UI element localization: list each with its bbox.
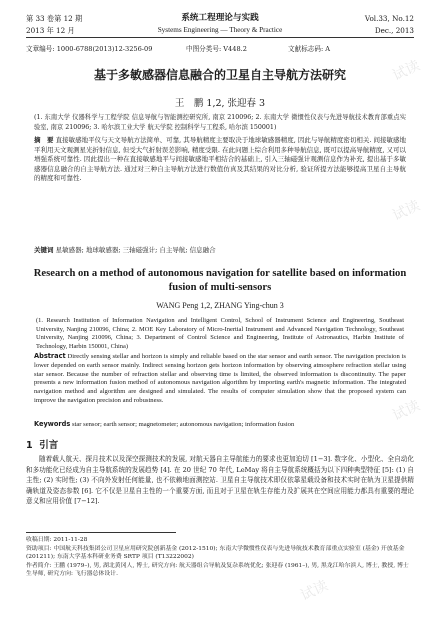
section-heading [26,437,58,451]
footnote-bio: 作者简介: 王鹏 (1979–), 男, 湖北黄冈人, 博士, 研究方向: 航天器组合导航及复杂系统优化; 张迎春 (1961–), 男, 黑龙江哈尔滨人, 博士, 教授, 博士生导师, 研究方向: 飞行器总体设计. [26,562,409,578]
affiliation-cn: (1. 东南大学 仪器科学与工程学院 信息导航与智能测控研究所, 南京 210096; 2. 东南大学 微惯性仪表与先进导航技术教育部重点实验室, 南京 210096; 3. 哈尔滨工业大学 航天学院 控制科学与工程系, 哈尔滨 150001) [34,114,406,131]
watermark: 试读 [298,577,331,605]
keywords-cn-text: 星敏感器; 地球敏感器; 三轴磁强计; 自主导航; 信息融合 [55,246,216,254]
footnotes [26,536,414,579]
keywords-en-text: star sensor; earth sensor; magnetometer; autonomous navigation; information fusion [71,421,295,428]
introduction-paragraph: 随着载人航天、探月技术以及深空探测技术的发展, 对航天器自主导航能力的要求也更加迫切 [1−3]. 数字化、小型化、全自动化和多功能化已经成为自主导航系统的发展趋势 [4]. 在 20 世纪 70 年代, LeMay 将自主导航系统概括为以下四种典型特征 [5]: (1) 自主性; (2) 实时性; (3) 不向外发射任何能量, 也不依赖地面测控站. 卫星自主导航技术即仅依靠星载设备和技术实时在轨为卫星提供精确轨道及姿态参数 [6]. 它不仅是卫星自主性的一个重要方面, 而且对于卫星在轨生存能力及扩展其在空间应用能力都具有重要的理论意义和应用价值 [7−12]. [26,455,414,506]
section-title: 引言 [39,440,59,451]
abstract-en-label: Abstract [34,352,66,360]
header-date-cn: 2013 年 12 月 [26,26,75,35]
authors-cn: 王 鹏 1,2, 张迎春 3 [174,98,266,109]
header-date-en: Dec., 2013 [374,26,414,35]
affiliation-en: (1. Research Institution of Information Navigation and Intelligent Control, School of Instrument Science and Engineering, Southeast University, Nanjing 210096, China; 2. MOE Key Laboratory of Micro-Inertial Instrument and Advanced Navigation Technology, Southeast University, Nanjing 210096, China; 3. Department of Control Science and Engineering, Institute of Astronautics, Harbin Institute of Technology, Harbin 150001, China) [36,317,404,350]
watermark: 试读 [390,197,423,225]
abstract-cn-label: 摘 要 [34,136,54,144]
abstract-cn [34,136,406,184]
section-number: 1 [26,440,33,451]
header-journal-cn: 系统工程理论与实践 [181,13,259,23]
article-number: 文章编号: 1000-6788(2013)12-3256-09 [26,45,153,53]
document-code: 文献标志码: A [288,45,331,53]
header-volume-en: Vol.33, No.12 [364,14,414,23]
header-journal-en: Systems Engineering — Theory & Practice [157,26,283,34]
watermark: 试读 [390,397,423,425]
header-volume: 第 33 卷第 12 期 [26,14,83,23]
authors-en: WANG Peng 1,2, ZHANG Ying-chun 3 [156,301,284,310]
abstract-en [34,352,406,406]
watermark: 试读 [390,57,423,85]
footnote-funding: 资助项目: 中国航天科技集团公司卫星应用研究院创新基金 (2012-1510); 东南大学微惯性仪表与先进导航技术教育部重点实验室 (基金) 开放基金 (201211); 东南大学基本科研业务费 SRTP 项目 (T13222002) [26,545,405,561]
keywords-en-label: Keywords [34,420,71,428]
keywords-en [34,420,406,430]
paper-title-en: Research on a method of autonomous navigation for satellite based on information fusion of multi-sensors [33,268,407,293]
paper-title-cn: 基于多敏感器信息融合的卫星自主导航方法研究 [93,68,346,82]
footnote-rule [26,532,176,533]
keywords-cn [34,246,406,256]
clc-number: 中图分类号: V448.2 [186,45,247,53]
footnote-received: 收稿日期: 2011-11-28 [26,537,88,543]
abstract-en-text: Directly sensing stellar and horizon is simply and reliable based on the star sensor and earth sensor. The navigation precision is lower depended on earth sensor mainly. Indirect sensing horizon gets horizon information by observing atmosphere refraction stellar using star sensor. Because the number of refraction stellar and observing time is limited, the observed information is discontinuity. The paper presents a new information fusion method of autonomous navigation algorithm by importing earth's magnetic information. The integrated navigation method and algorithm are designed and simulated. The results of computer simulation show that the proposed system can improve the navigation precision and robustness. [34,353,406,404]
keywords-cn-label: 关键词 [34,246,54,254]
header-rule [26,37,414,38]
abstract-cn-text: 直接敏感地平仪与天文导航方法简单、可靠, 其导航精度主要取决于地球敏感器精度, 因此与导航精度密切相关. 间接敏感地平利用天文观测星光折射信息, 但受大气折射误差影响, 精度受限. 在此问题上综合利用多种导航信息, 既可以提高导航精度, 又可以增强系统可靠性. 因此提出一种在直接敏感地平与间接敏感地平相结合的基础上, 引入三轴磁强计观测信息作为补充, 提出基于多敏感器信息融合的自主导航方法. 通过对三种自主导航方法进行数值仿真及其结果的对比分析, 验证所提方法能够提高卫星自主导航的精度和可靠性. [34,136,407,183]
